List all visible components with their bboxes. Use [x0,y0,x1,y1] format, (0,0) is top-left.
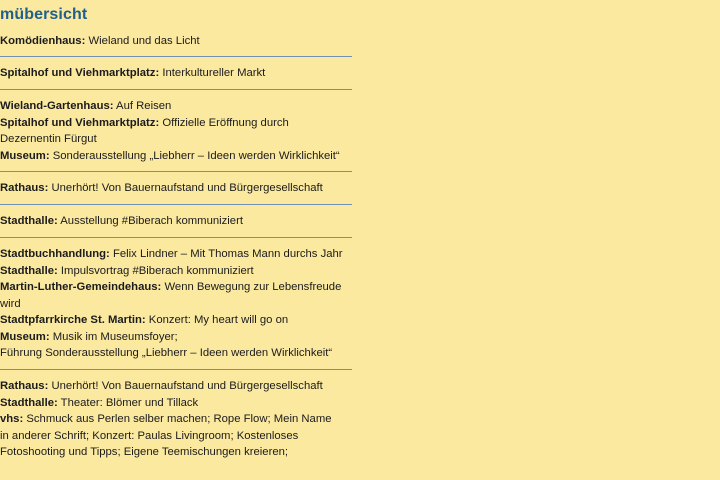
entry-line [0,296,352,313]
event-text: Unerhört! Von Bauernaufstand und Bürgergesellschaft [48,380,323,392]
entry-line [0,246,352,263]
separator-line [0,171,352,172]
event-text: Ausstellung #Biberach kommuniziert [57,215,243,227]
separator-line [0,89,352,90]
separator-line [0,237,352,238]
location-label: Komödienhaus: [0,35,86,47]
schedule-block [0,213,352,230]
event-text: Sonderausstellung „Liebherr – Ideen werden Wirklichkeit“ [49,149,340,162]
entry-line [0,378,352,395]
location-label: Stadtpfarrkirche St. Martin: [0,314,146,326]
entry-line [0,428,352,445]
location-label: Rathaus: [0,182,49,194]
entry-line [0,180,352,197]
location-label: Spitalhof und Viehmarktplatz: [0,116,160,129]
event-text: wird [0,297,21,310]
event-text: Wieland und das Licht [85,35,200,47]
event-text: in anderer Schrift; Konzert: Paulas Livingroom; Kostenloses [0,429,299,442]
separator-line [0,369,352,370]
entry-line [0,98,352,115]
entry-line [0,279,352,296]
event-text: Felix Lindner – Mit Thomas Mann durchs Jahr [109,248,343,260]
event-text: Fotoshooting und Tipps; Eigene Teemischungen kreieren; [0,446,289,458]
schedule-block [0,65,352,82]
entry-line [0,444,352,461]
entry-line [0,345,352,362]
schedule-block [0,246,352,362]
event-text: Führung Sonderausstellung „Liebherr – Ideen werden Wirklichkeit“ [0,347,333,359]
location-label: Spitalhof und Viehmarktplatz: [0,67,160,79]
entry-line [0,131,352,148]
event-text: Unerhört! Von Bauernaufstand und Bürgergesellschaft [48,182,323,194]
entry-line [0,148,352,165]
entry-line [0,33,352,50]
location-label: Museum: [0,149,50,162]
entry-line [0,329,352,346]
event-text: Impulsvortrag #Biberach kommuniziert [57,264,254,277]
entry-line [0,312,352,329]
event-text: Offizielle Eröffnung durch [159,116,289,129]
event-text: Musik im Museumsfoyer; [49,330,178,343]
event-text: Auf Reisen [113,100,172,112]
entry-line [0,115,352,132]
event-text: Theater: Blömer und Tillack [57,396,199,409]
location-label: vhs: [0,413,24,425]
entry-line [0,411,352,428]
schedule-block [0,180,352,197]
location-label: Martin-Luther-Gemeindehaus: [0,281,162,293]
location-label: Rathaus: [0,380,49,392]
entry-line [0,213,352,230]
page-heading: mübersicht [0,6,88,23]
location-label: Wieland-Gartenhaus: [0,100,114,112]
entry-line [0,263,352,280]
location-label: Stadtbuchhandlung: [0,248,110,260]
schedule-block [0,33,352,50]
event-text: Interkultureller Markt [159,67,266,79]
location-label: Museum: [0,330,50,343]
entry-line [0,65,352,82]
event-text: Schmuck aus Perlen selber machen; Rope Flow; Mein Name [23,413,332,425]
event-text: Dezernentin Fürgut [0,133,97,145]
location-label: Stadthalle: [0,396,58,409]
separator-line [0,204,352,205]
separator-line [0,56,352,57]
schedule-block [0,98,352,164]
location-label: Stadthalle: [0,215,58,227]
event-text: Wenn Bewegung zur Lebensfreude [161,281,342,293]
entry-line [0,395,352,412]
schedule-block [0,378,352,461]
event-text: Konzert: My heart will go on [145,314,289,326]
location-label: Stadthalle: [0,264,58,277]
